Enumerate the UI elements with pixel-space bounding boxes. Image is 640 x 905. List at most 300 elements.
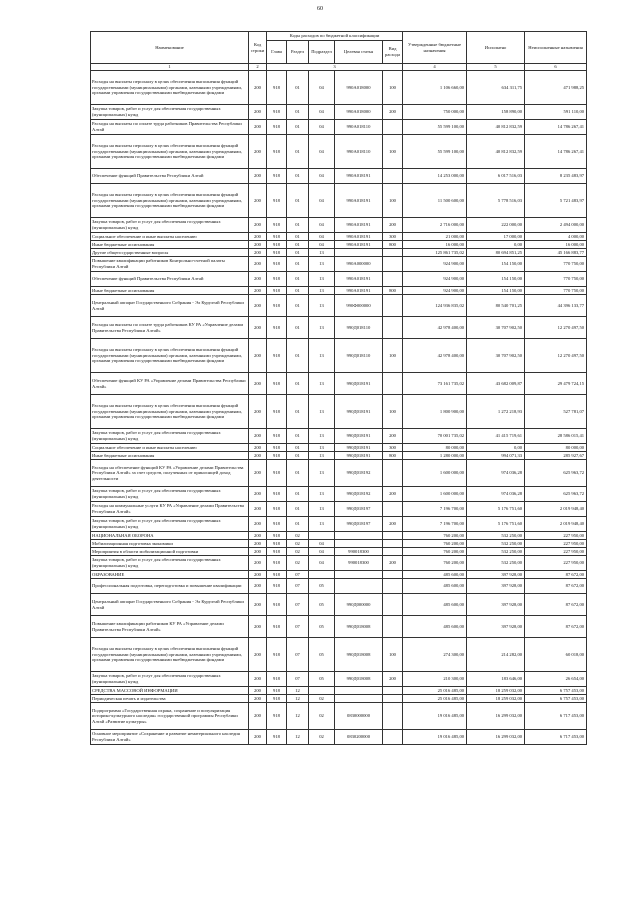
row-section: 07 <box>287 594 309 616</box>
row-chapter: 918 <box>267 429 287 444</box>
row-chapter: 918 <box>267 105 287 120</box>
row-approved: 1 800 900,00 <box>403 395 467 429</box>
header-code-group: Коды расходов по бюджетной классификации <box>267 32 403 41</box>
table-row <box>91 71 587 105</box>
row-exp-type <box>383 594 403 616</box>
table-row <box>91 703 587 730</box>
row-unexecuted: 4 000,00 <box>525 233 587 241</box>
row-executed: 17 000,00 <box>467 233 525 241</box>
table-row <box>91 317 587 339</box>
row-executed: 0,00 <box>467 241 525 249</box>
row-target: 990Д018191 <box>335 429 383 444</box>
row-section: 12 <box>287 687 309 695</box>
row-exp-type: 800 <box>383 287 403 295</box>
row-exp-type <box>383 571 403 579</box>
row-executed: 397 928,00 <box>467 616 525 638</box>
row-subsection: 04 <box>309 218 335 233</box>
row-name: Подпрограмма «Государственная охрана, сохранение и популяризация историко-культурного наследия» государственной программы Республики Алтай «Развитие культуры» <box>91 703 249 730</box>
row-code: 200 <box>249 287 267 295</box>
row-subsection: 04 <box>309 71 335 105</box>
row-section: 01 <box>287 429 309 444</box>
row-chapter: 918 <box>267 373 287 395</box>
row-section: 01 <box>287 105 309 120</box>
row-unexecuted: 28 586 015,41 <box>525 429 587 444</box>
row-target: 990А018000 <box>335 105 383 120</box>
row-target: 990Д018197 <box>335 502 383 517</box>
row-target: 0830000000 <box>335 703 383 730</box>
row-name: Закупка товаров, работ и услуг для обеспечения государственных (муниципальных) нужд <box>91 517 249 532</box>
row-executed: 532 250,00 <box>467 540 525 548</box>
row-unexecuted: 591 110,00 <box>525 105 587 120</box>
table-row <box>91 571 587 579</box>
row-executed: 5 176 751,60 <box>467 517 525 532</box>
row-section: 07 <box>287 672 309 687</box>
row-approved: 760 200,00 <box>403 532 467 540</box>
row-executed: 532 250,00 <box>467 556 525 571</box>
row-code: 200 <box>249 672 267 687</box>
row-chapter: 918 <box>267 532 287 540</box>
row-subsection: 04 <box>309 120 335 135</box>
table-row <box>91 257 587 272</box>
row-approved: 55 599 100,00 <box>403 135 467 169</box>
row-executed: 5 778 516,03 <box>467 184 525 218</box>
table-row <box>91 105 587 120</box>
row-target: 990Д018110 <box>335 339 383 373</box>
row-code: 200 <box>249 317 267 339</box>
row-target: 990Ф000000 <box>335 295 383 317</box>
header-code-line: Код строки <box>249 32 267 64</box>
row-target <box>335 687 383 695</box>
row-executed: 397 928,00 <box>467 579 525 594</box>
row-chapter: 918 <box>267 218 287 233</box>
table-row <box>91 135 587 169</box>
row-exp-type: 100 <box>383 71 403 105</box>
row-target: 990Д000000 <box>335 594 383 616</box>
row-chapter: 918 <box>267 135 287 169</box>
row-approved: 760 200,00 <box>403 540 467 548</box>
table-row <box>91 487 587 502</box>
row-approved: 750 000,00 <box>403 105 467 120</box>
row-approved: 7 196 700,00 <box>403 517 467 532</box>
table-row <box>91 556 587 571</box>
row-target: 990Д018110 <box>335 317 383 339</box>
row-unexecuted: 6 717 453,00 <box>525 703 587 730</box>
row-subsection: 02 <box>309 703 335 730</box>
row-chapter: 918 <box>267 241 287 249</box>
row-unexecuted: 2 019 948,40 <box>525 517 587 532</box>
row-approved: 924 900,00 <box>403 257 467 272</box>
row-exp-type: 300 <box>383 444 403 452</box>
row-name: Периодическая печать и издательства <box>91 695 249 703</box>
row-chapter: 918 <box>267 556 287 571</box>
row-section: 07 <box>287 638 309 672</box>
row-chapter: 918 <box>267 594 287 616</box>
row-section: 07 <box>287 579 309 594</box>
row-executed: 154 150,00 <box>467 257 525 272</box>
row-exp-type <box>383 532 403 540</box>
row-exp-type: 300 <box>383 233 403 241</box>
row-executed: 16 299 032,00 <box>467 730 525 745</box>
row-section: 12 <box>287 703 309 730</box>
column-index: 6 <box>525 64 587 71</box>
row-chapter: 918 <box>267 184 287 218</box>
row-executed: 397 928,00 <box>467 571 525 579</box>
row-code: 200 <box>249 272 267 287</box>
row-section: 01 <box>287 169 309 184</box>
row-code: 200 <box>249 184 267 218</box>
row-name: Иные бюджетные ассигнования <box>91 452 249 460</box>
row-target <box>335 571 383 579</box>
row-exp-type: 100 <box>383 638 403 672</box>
row-name: Расходы на выплаты персоналу в целях обеспечения выполнения функций государственными (муниципальными) органами, казенными учреждениями, органами управления государственными внебюджетными фондами <box>91 184 249 218</box>
row-subsection: 13 <box>309 339 335 373</box>
row-chapter: 918 <box>267 272 287 287</box>
row-section: 02 <box>287 540 309 548</box>
row-target: 990018300 <box>335 548 383 556</box>
row-unexecuted: 5 721 483,97 <box>525 184 587 218</box>
row-executed: 6 017 516,03 <box>467 169 525 184</box>
row-subsection: 04 <box>309 184 335 218</box>
table-row <box>91 452 587 460</box>
row-section: 02 <box>287 548 309 556</box>
row-name: Расходы на выплаты по оплате труда работников Правительства Республики Алтай <box>91 120 249 135</box>
row-section: 12 <box>287 730 309 745</box>
row-approved: 760 200,00 <box>403 556 467 571</box>
page-number: 60 <box>317 6 323 12</box>
table-row <box>91 233 587 241</box>
row-target <box>335 532 383 540</box>
row-code: 200 <box>249 487 267 502</box>
table-header <box>91 32 587 71</box>
row-unexecuted: 87 672,00 <box>525 571 587 579</box>
row-chapter: 918 <box>267 571 287 579</box>
row-unexecuted: 2 019 948,40 <box>525 502 587 517</box>
row-code: 200 <box>249 444 267 452</box>
row-chapter: 918 <box>267 339 287 373</box>
row-section: 01 <box>287 287 309 295</box>
row-name: ОБРАЗОВАНИЕ <box>91 571 249 579</box>
row-approved: 210 300,00 <box>403 672 467 687</box>
row-chapter: 918 <box>267 616 287 638</box>
row-exp-type <box>383 373 403 395</box>
row-unexecuted: 770 750,00 <box>525 287 587 295</box>
row-code: 200 <box>249 249 267 257</box>
header-name: Наименование <box>91 32 249 64</box>
row-approved: 124 936 835,02 <box>403 295 467 317</box>
table-body <box>91 71 587 745</box>
row-target: 990Д018197 <box>335 517 383 532</box>
row-target: 990Д018191 <box>335 452 383 460</box>
row-exp-type: 200 <box>383 105 403 120</box>
row-exp-type <box>383 295 403 317</box>
row-target <box>335 579 383 594</box>
row-unexecuted: 87 672,00 <box>525 579 587 594</box>
row-chapter: 918 <box>267 695 287 703</box>
row-target: 990Д018008 <box>335 616 383 638</box>
row-executed: 41 415 719,61 <box>467 429 525 444</box>
row-executed: 16 299 032,00 <box>467 703 525 730</box>
row-unexecuted: 60 018,00 <box>525 638 587 672</box>
row-code: 200 <box>249 429 267 444</box>
row-target: 990А000000 <box>335 257 383 272</box>
row-approved: 21 000,00 <box>403 233 467 241</box>
row-unexecuted: 2 494 000,00 <box>525 218 587 233</box>
row-approved: 14 253 000,00 <box>403 169 467 184</box>
row-section: 02 <box>287 556 309 571</box>
row-target: 990А018191 <box>335 169 383 184</box>
row-name: Обеспечение функций КУ РА «Управление делами Правительства Республики Алтай» <box>91 373 249 395</box>
row-subsection: 13 <box>309 249 335 257</box>
row-executed: 974 036,28 <box>467 460 525 487</box>
row-subsection: 13 <box>309 429 335 444</box>
row-unexecuted: 16 000,00 <box>525 241 587 249</box>
row-approved: 7 196 700,00 <box>403 502 467 517</box>
row-target: 990А018110 <box>335 135 383 169</box>
row-name: Расходы на коммунальные услуги КУ РА «Управление делами Правительства Республики Алтай» <box>91 502 249 517</box>
row-code: 200 <box>249 571 267 579</box>
row-section: 01 <box>287 71 309 105</box>
row-exp-type: 200 <box>383 517 403 532</box>
row-code: 200 <box>249 730 267 745</box>
row-unexecuted: 8 235 483,97 <box>525 169 587 184</box>
row-target: 990Д018191 <box>335 373 383 395</box>
table-row <box>91 249 587 257</box>
row-name: Закупка товаров, работ и услуг для обеспечения государственных (муниципальных) нужд <box>91 218 249 233</box>
row-unexecuted: 12 270 497,50 <box>525 339 587 373</box>
row-subsection: 13 <box>309 317 335 339</box>
row-executed: 154 150,00 <box>467 272 525 287</box>
row-exp-type: 100 <box>383 339 403 373</box>
row-name: Расходы на обеспечение функций КУ РА «Управление делами Правительства Республики Алтай» за счет средств, полученных от приносящей доход деятельности <box>91 460 249 487</box>
row-executed: 183 646,00 <box>467 672 525 687</box>
row-name: Закупка товаров, работ и услуг для обеспечения государственных (муниципальных) нужд <box>91 105 249 120</box>
row-executed: 40 812 832,59 <box>467 120 525 135</box>
header-target: Целевая статья <box>335 41 383 64</box>
row-subsection: 13 <box>309 452 335 460</box>
row-exp-type <box>383 169 403 184</box>
row-subsection: 13 <box>309 257 335 272</box>
row-section: 01 <box>287 218 309 233</box>
row-chapter: 918 <box>267 540 287 548</box>
table-row <box>91 339 587 373</box>
row-executed: 214 282,00 <box>467 638 525 672</box>
row-code: 200 <box>249 695 267 703</box>
table-row <box>91 730 587 745</box>
row-chapter: 918 <box>267 687 287 695</box>
row-section: 07 <box>287 571 309 579</box>
row-subsection: 13 <box>309 487 335 502</box>
table-row <box>91 272 587 287</box>
row-section: 02 <box>287 532 309 540</box>
row-chapter: 918 <box>267 579 287 594</box>
table-row <box>91 444 587 452</box>
row-approved: 25 016 485,00 <box>403 687 467 695</box>
row-subsection: 05 <box>309 672 335 687</box>
header-subsection: Подраздел <box>309 41 335 64</box>
row-approved: 80 000,00 <box>403 444 467 452</box>
row-subsection: 04 <box>309 105 335 120</box>
row-approved: 1 106 660,00 <box>403 71 467 105</box>
table-row <box>91 616 587 638</box>
row-name: НАЦИОНАЛЬНАЯ ОБОРОНА <box>91 532 249 540</box>
row-approved: 11 500 600,00 <box>403 184 467 218</box>
row-code: 200 <box>249 233 267 241</box>
row-name: Закупка товаров, работ и услуг для обеспечения государственных (муниципальных) нужд <box>91 487 249 502</box>
row-code: 200 <box>249 295 267 317</box>
column-index: 2 <box>249 64 267 71</box>
row-exp-type <box>383 616 403 638</box>
row-chapter: 918 <box>267 638 287 672</box>
table-row <box>91 184 587 218</box>
row-approved: 2 716 000,00 <box>403 218 467 233</box>
row-code: 200 <box>249 502 267 517</box>
row-subsection: 13 <box>309 517 335 532</box>
row-subsection: 05 <box>309 616 335 638</box>
row-exp-type: 200 <box>383 556 403 571</box>
row-code: 200 <box>249 395 267 429</box>
row-executed: 40 812 832,59 <box>467 135 525 169</box>
row-chapter: 918 <box>267 487 287 502</box>
row-approved: 73 161 735,02 <box>403 373 467 395</box>
row-target: 990А018191 <box>335 233 383 241</box>
row-target: 990А018000 <box>335 71 383 105</box>
row-exp-type: 100 <box>383 135 403 169</box>
row-executed: 18 259 032,00 <box>467 695 525 703</box>
table-row <box>91 502 587 517</box>
row-section: 01 <box>287 233 309 241</box>
row-subsection: 13 <box>309 287 335 295</box>
row-subsection: 02 <box>309 730 335 745</box>
row-section: 07 <box>287 616 309 638</box>
row-target: 990018300 <box>335 556 383 571</box>
row-chapter: 918 <box>267 295 287 317</box>
row-unexecuted: 770 750,00 <box>525 257 587 272</box>
row-chapter: 918 <box>267 730 287 745</box>
row-section: 01 <box>287 339 309 373</box>
row-approved: 19 016 485,00 <box>403 730 467 745</box>
row-code: 200 <box>249 594 267 616</box>
row-target: 990А018191 <box>335 272 383 287</box>
row-executed: 5 176 751,60 <box>467 502 525 517</box>
row-name: Закупка товаров, работ и услуг для обеспечения государственных (муниципальных) нужд <box>91 556 249 571</box>
row-name: Социальное обеспечение и иные выплаты населению <box>91 233 249 241</box>
row-section: 01 <box>287 487 309 502</box>
row-subsection: 04 <box>309 169 335 184</box>
row-code: 200 <box>249 120 267 135</box>
row-code: 200 <box>249 460 267 487</box>
row-name: Иные бюджетные ассигнования <box>91 287 249 295</box>
row-subsection: 05 <box>309 638 335 672</box>
row-section: 01 <box>287 135 309 169</box>
row-code: 200 <box>249 616 267 638</box>
row-target: 990Д018008 <box>335 672 383 687</box>
row-approved: 19 016 485,00 <box>403 703 467 730</box>
row-subsection: 13 <box>309 373 335 395</box>
row-target: 990Д018191 <box>335 444 383 452</box>
row-chapter: 918 <box>267 502 287 517</box>
table-row <box>91 429 587 444</box>
row-executed: 1 272 218,93 <box>467 395 525 429</box>
row-name: Расходы на выплаты персоналу в целях обеспечения выполнения функций государственными (муниципальными) органами, казенными учреждениями, органами управления государственными внебюджетными фондами <box>91 395 249 429</box>
row-code: 200 <box>249 135 267 169</box>
row-subsection: 04 <box>309 540 335 548</box>
row-subsection: 13 <box>309 444 335 452</box>
row-approved: 42 978 400,00 <box>403 339 467 373</box>
budget-execution-table <box>90 31 587 745</box>
row-executed: 532 250,00 <box>467 548 525 556</box>
row-chapter: 918 <box>267 71 287 105</box>
column-index-row <box>91 64 587 71</box>
column-index: 1 <box>91 64 249 71</box>
row-executed: 80 540 701,25 <box>467 295 525 317</box>
row-approved: 924 900,00 <box>403 287 467 295</box>
row-name: Обеспечение функций Правительства Республики Алтай <box>91 272 249 287</box>
row-unexecuted: 6 757 453,00 <box>525 687 587 695</box>
row-unexecuted: 227 950,00 <box>525 540 587 548</box>
row-executed: 158 890,00 <box>467 105 525 120</box>
row-executed: 397 928,00 <box>467 594 525 616</box>
table-row <box>91 548 587 556</box>
table-row <box>91 295 587 317</box>
row-section: 01 <box>287 272 309 287</box>
row-code: 200 <box>249 703 267 730</box>
table-row <box>91 695 587 703</box>
column-index: 5 <box>467 64 525 71</box>
row-name: Повышение квалификации работников КУ РА «Управление делами Правительства Республики Алтай» <box>91 616 249 638</box>
row-section: 01 <box>287 517 309 532</box>
row-unexecuted: 45 166 883,77 <box>525 249 587 257</box>
row-target: 990А018191 <box>335 241 383 249</box>
row-unexecuted: 625 963,72 <box>525 487 587 502</box>
row-name: Закупка товаров, работ и услуг для обеспечения государственных (муниципальных) нужд <box>91 672 249 687</box>
row-chapter: 918 <box>267 460 287 487</box>
row-unexecuted: 26 654,00 <box>525 672 587 687</box>
row-name: СРЕДСТВА МАССОВОЙ ИНФОРМАЦИИ <box>91 687 249 695</box>
row-subsection: 05 <box>309 594 335 616</box>
row-exp-type <box>383 257 403 272</box>
row-section: 12 <box>287 695 309 703</box>
row-name: Другие общегосударственные вопросы <box>91 249 249 257</box>
row-code: 200 <box>249 257 267 272</box>
row-subsection: 13 <box>309 460 335 487</box>
row-executed: 974 036,28 <box>467 487 525 502</box>
row-name: Социальное обеспечение и иные выплаты населению <box>91 444 249 452</box>
row-subsection: 04 <box>309 233 335 241</box>
row-approved: 25 016 485,00 <box>403 695 467 703</box>
row-executed: 18 259 032,00 <box>467 687 525 695</box>
table-row <box>91 517 587 532</box>
row-executed: 994 071,33 <box>467 452 525 460</box>
row-unexecuted: 87 672,00 <box>525 616 587 638</box>
row-unexecuted: 14 786 267,41 <box>525 120 587 135</box>
row-section: 01 <box>287 120 309 135</box>
row-chapter: 918 <box>267 395 287 429</box>
row-chapter: 918 <box>267 444 287 452</box>
row-executed: 80 694 851,25 <box>467 249 525 257</box>
row-code: 200 <box>249 556 267 571</box>
row-approved: 1 600 000,00 <box>403 460 467 487</box>
row-chapter: 918 <box>267 317 287 339</box>
row-name: Центральный аппарат Государственного Собрания - Эл Курултай Республики Алтай <box>91 594 249 616</box>
row-section: 01 <box>287 502 309 517</box>
row-target: 990Д018191 <box>335 395 383 429</box>
row-exp-type <box>383 695 403 703</box>
row-unexecuted: 527 781,07 <box>525 395 587 429</box>
header-section: Раздел <box>287 41 309 64</box>
row-target: 990А018110 <box>335 120 383 135</box>
row-exp-type: 200 <box>383 487 403 502</box>
row-exp-type: 200 <box>383 672 403 687</box>
